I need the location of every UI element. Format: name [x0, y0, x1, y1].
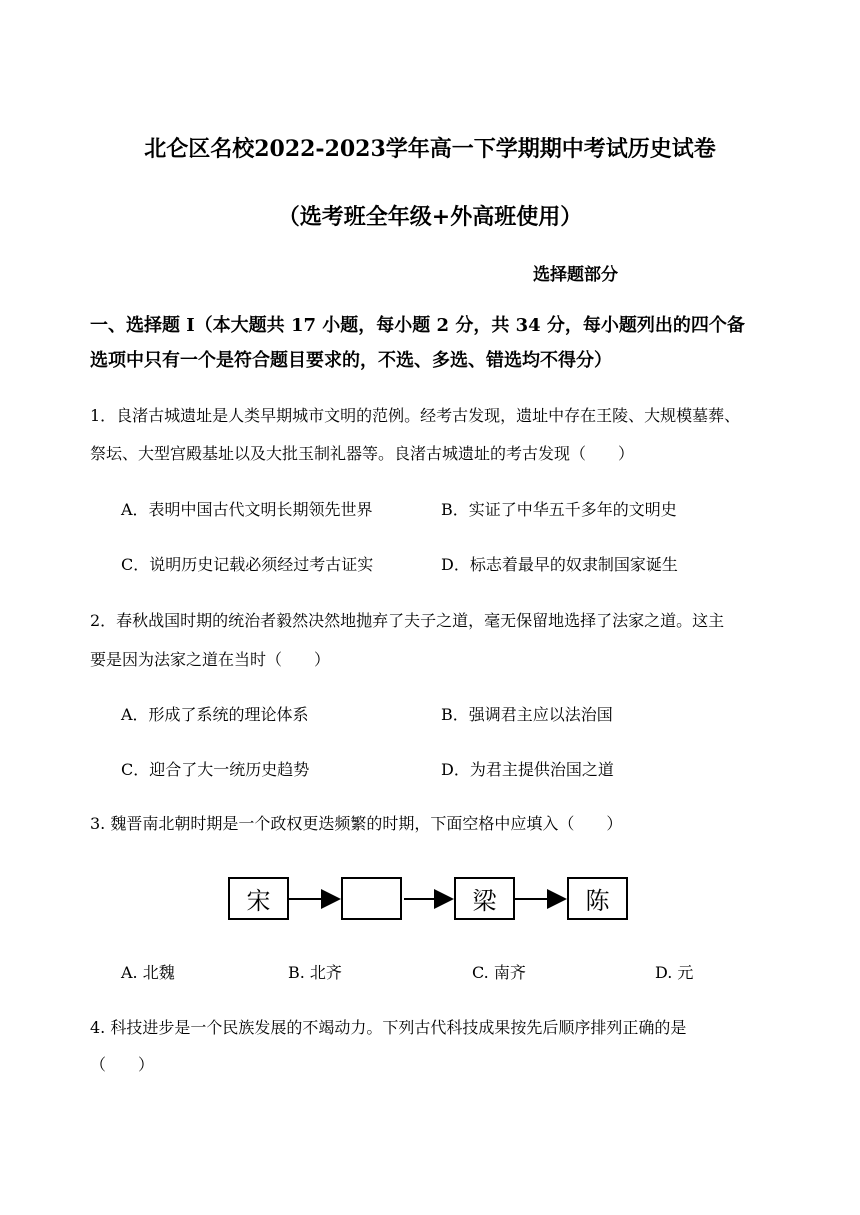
page-title: 北仑区名校2022-2023学年高一下学期期中考试历史试卷	[144, 136, 716, 162]
question-2-option-b: B．强调君主应以法治国	[441, 705, 613, 724]
question-1-stem-line1: 1．良渚古城遗址是人类早期城市文明的范例。经考古发现，遗址中存在王陵、大规模墓葬、	[90, 406, 741, 425]
question-1-option-c: C．说明历史记载必须经过考古证实	[121, 555, 374, 574]
question-2-stem-line1: 2．春秋战国时期的统治者毅然决然地抛弃了夫子之道，毫无保留地选择了法家之道。这主	[90, 611, 725, 630]
question-4-stem-line2: （ ）	[90, 1055, 155, 1074]
question-3-option-a: A. 北魏	[121, 963, 175, 982]
page-subtitle: （选考班全年级+外高班使用）	[277, 204, 583, 230]
dynasty-box-liang: 梁	[454, 877, 515, 920]
section-label: 选择题部分	[533, 265, 618, 285]
question-3-option-d: D. 元	[655, 963, 694, 982]
question-3-option-c: C. 南齐	[472, 963, 526, 982]
dynasty-box-chen: 陈	[567, 877, 628, 920]
question-2-option-a: A．形成了系统的理论体系	[121, 705, 309, 724]
question-4-stem-line1: 4. 科技进步是一个民族发展的不竭动力。下列古代科技成果按先后顺序排列正确的是	[90, 1018, 687, 1037]
question-2-stem-line2: 要是因为法家之道在当时（ ）	[90, 650, 331, 669]
question-1-option-d: D．标志着最早的奴隶制国家诞生	[441, 555, 678, 574]
question-3-option-b: B. 北齐	[288, 963, 342, 982]
question-1-option-a: A．表明中国古代文明长期领先世界	[121, 500, 373, 519]
question-1-option-b: B．实证了中华五千多年的文明史	[441, 500, 677, 519]
dynasty-box-blank	[341, 877, 402, 920]
question-3-stem: 3. 魏晋南北朝时期是一个政权更迭频繁的时期，下面空格中应填入（ ）	[90, 814, 623, 833]
section-heading-line2: 选项中只有一个是符合题目要求的，不选、多选、错选均不得分）	[90, 350, 612, 371]
question-2-option-c: C．迎合了大一统历史趋势	[121, 760, 310, 779]
section-heading-line1: 一、选择题 I（本大题共 17 小题，每小题 2 分，共 34 分，每小题列出的四个备	[90, 315, 745, 336]
question-1-stem-line2: 祭坛、大型宫殿基址以及大批玉制礼器等。良渚古城遗址的考古发现（ ）	[90, 444, 635, 463]
question-2-option-d: D．为君主提供治国之道	[441, 760, 614, 779]
dynasty-box-song: 宋	[228, 877, 289, 920]
